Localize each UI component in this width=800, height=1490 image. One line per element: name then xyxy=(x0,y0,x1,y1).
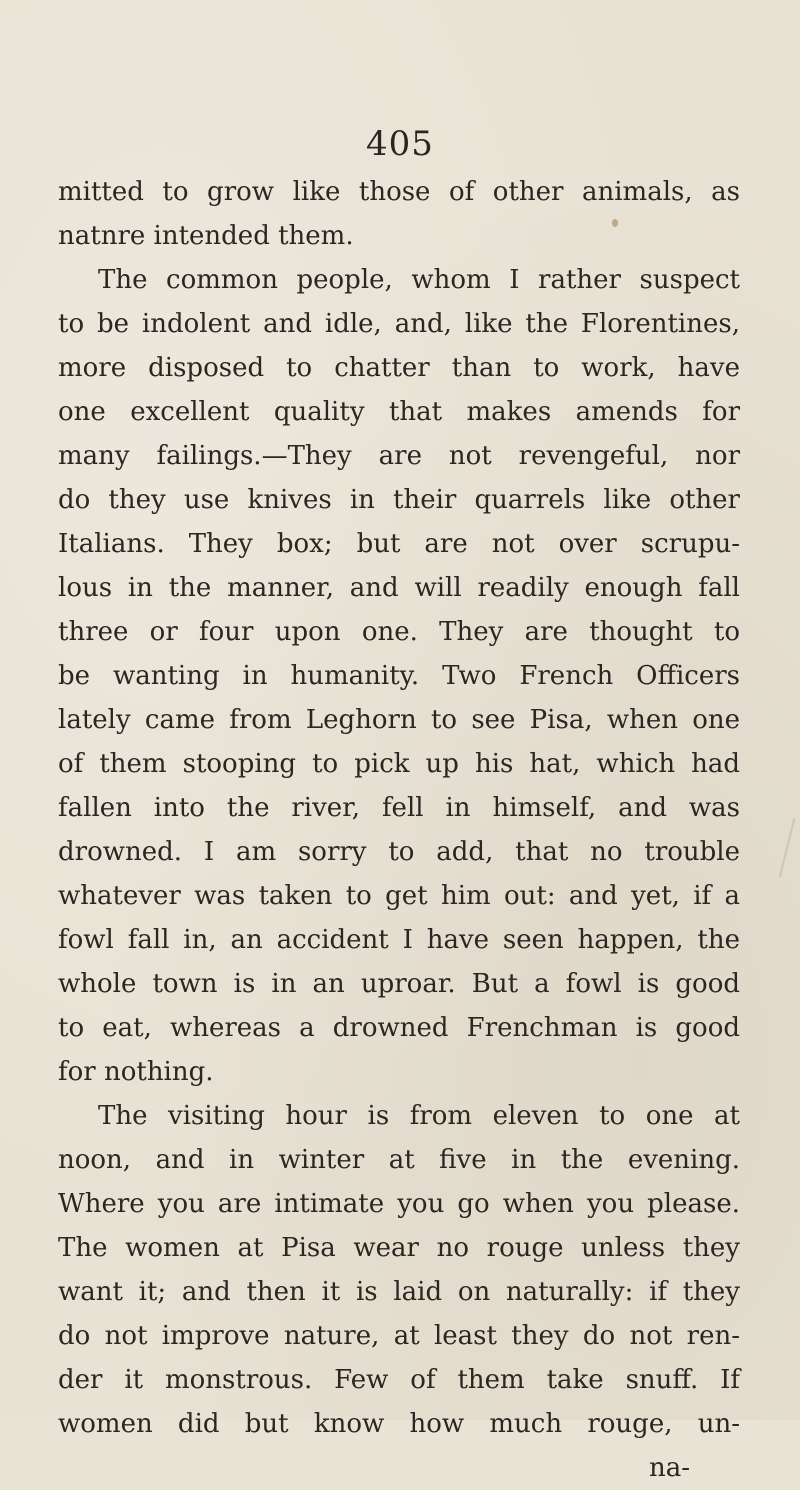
text-line: be wanting in humanity. Two French Officers xyxy=(58,661,740,691)
text-line: fowl fall in, an accident I have seen happen, the xyxy=(58,925,740,955)
text-line: women did but know how much rouge, un- xyxy=(58,1409,740,1439)
text-line: The women at Pisa wear no rouge unless they xyxy=(58,1233,740,1263)
text-line: mitted to grow like those of other animals, as xyxy=(58,177,740,207)
text-line: many failings.—They are not revengeful, nor xyxy=(58,441,740,471)
text-line: more disposed to chatter than to work, have xyxy=(58,353,740,383)
body-text xyxy=(58,170,740,1490)
catchword: na- xyxy=(648,1453,690,1483)
text-line: der it monstrous. Few of them take snuff. If xyxy=(58,1365,740,1395)
text-line: of them stooping to pick up his hat, which had xyxy=(58,749,740,779)
text-line: Where you are intimate you go when you please. xyxy=(58,1189,740,1219)
text-line: for nothing. xyxy=(58,1057,214,1087)
text-line: to eat, whereas a drowned Frenchman is good xyxy=(58,1013,740,1043)
text-line: natnre intended them. xyxy=(58,221,354,251)
text-line: whole town is in an uproar. But a fowl is good xyxy=(58,969,740,999)
text-line: Italians. They box; but are not over scrupu- xyxy=(58,529,740,559)
text-line: do they use knives in their quarrels like other xyxy=(58,485,740,515)
page-number: 405 xyxy=(366,124,434,164)
text-line: lous in the manner, and will readily enough fall xyxy=(58,573,740,603)
text-line: lately came from Leghorn to see Pisa, when one xyxy=(58,705,740,735)
paragraph-first-line: The common people, whom I rather suspect xyxy=(98,265,740,295)
text-line: want it; and then it is laid on naturally: if they xyxy=(58,1277,740,1307)
text-line: whatever was taken to get him out: and yet, if a xyxy=(58,881,740,911)
text-line: to be indolent and idle, and, like the Florentines, xyxy=(58,309,740,339)
paragraph-first-line: The visiting hour is from eleven to one at xyxy=(98,1101,740,1131)
text-line: do not improve nature, at least they do not ren- xyxy=(58,1321,740,1351)
text-line: drowned. I am sorry to add, that no trouble xyxy=(58,837,740,867)
text-line: noon, and in winter at five in the evening. xyxy=(58,1145,740,1175)
text-line: one excellent quality that makes amends for xyxy=(58,397,740,427)
text-line: fallen into the river, fell in himself, and was xyxy=(58,793,740,823)
paper-scratch xyxy=(779,819,795,878)
text-line: three or four upon one. They are thought to xyxy=(58,617,740,647)
